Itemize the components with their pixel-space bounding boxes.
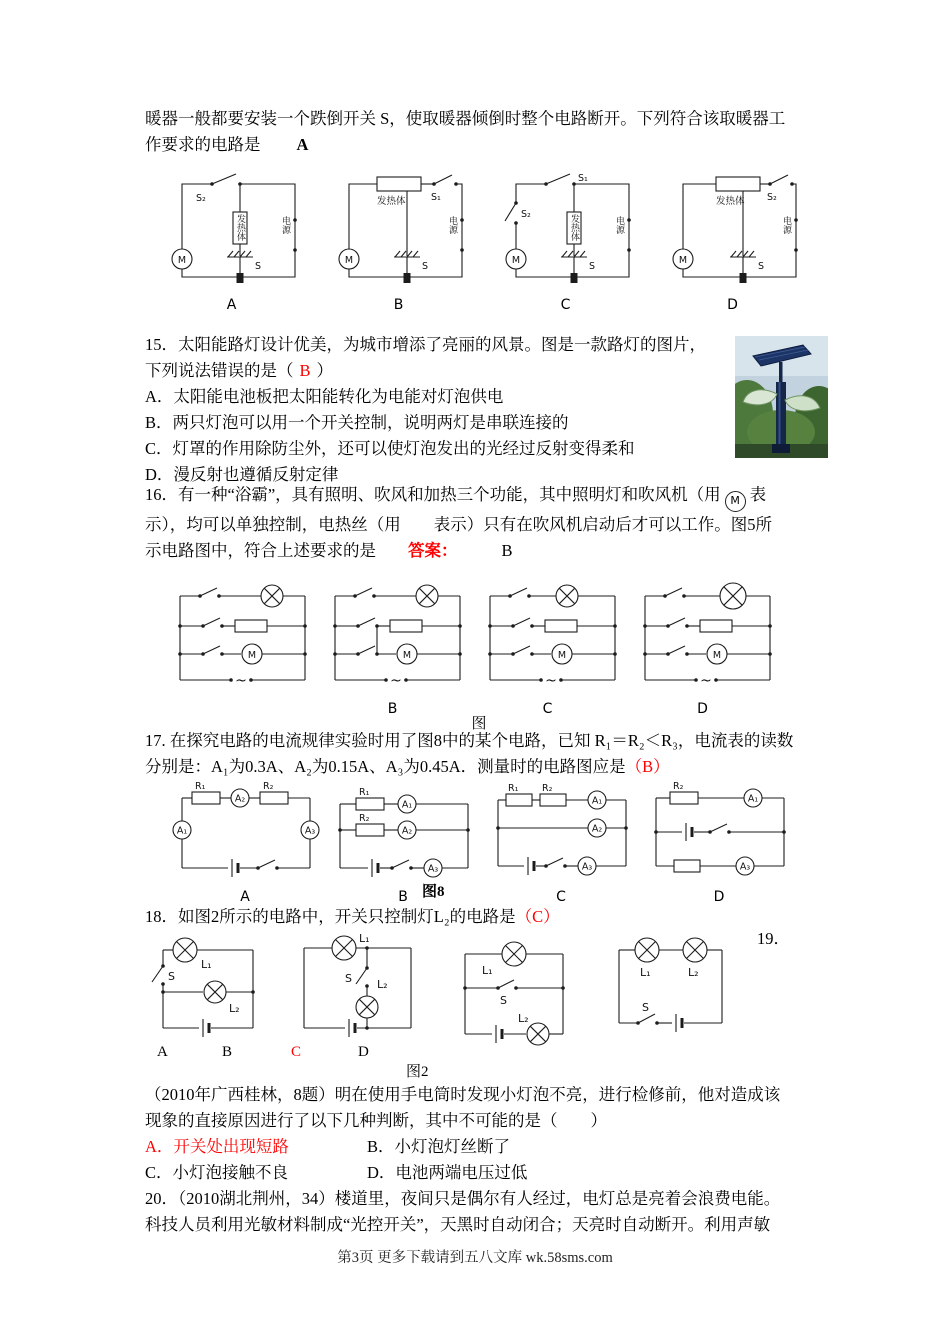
text-line: 作要求的电路是 bbox=[145, 135, 261, 154]
options-line-2 bbox=[145, 1160, 813, 1186]
text-line: 18．如图2所示的电路中，开关只控制灯L₂的电路是 bbox=[145, 907, 516, 926]
lamp-l1-label: L₁ bbox=[482, 964, 493, 977]
question-16-block bbox=[145, 482, 813, 564]
motor-label: M bbox=[511, 255, 521, 266]
resistor-r2-label: R₂ bbox=[359, 813, 370, 824]
answer-label: 答案： bbox=[408, 540, 458, 560]
heater-label: 发热体 bbox=[716, 196, 745, 207]
circuit-caption-d: D bbox=[713, 889, 725, 905]
resistor-r1-label: R₁ bbox=[195, 781, 206, 792]
tilt-switch-label: S bbox=[758, 261, 765, 272]
circuit-option-d bbox=[604, 928, 734, 1051]
ammeter-a1-label: A₁ bbox=[176, 825, 188, 837]
switch-s2-label: S₂ bbox=[196, 193, 206, 204]
circuit-caption-c: C bbox=[542, 701, 553, 717]
text-line: 暖器一般都要安装一个跌倒开关 S，使取暖器倾倒时整个电路断开。下列符合该取暖器工 bbox=[145, 109, 786, 128]
lamp-l2-label: L₂ bbox=[229, 1002, 240, 1015]
resistor-r2-label: R₂ bbox=[542, 783, 553, 794]
question-19-number: 19． bbox=[757, 929, 790, 948]
options-line-1 bbox=[145, 1134, 813, 1160]
motor-label: M bbox=[177, 255, 187, 266]
switch-s-label: S bbox=[168, 970, 175, 983]
ac-source-label: ~ bbox=[700, 673, 712, 689]
circuit-option-a bbox=[145, 928, 263, 1051]
circuit-caption-b: B bbox=[387, 701, 398, 717]
power-label: 电源 bbox=[614, 216, 624, 234]
resistor-r1-label: R₁ bbox=[508, 783, 519, 794]
switch-s1-label: S₁ bbox=[431, 192, 441, 203]
resistor-r2-label: R₂ bbox=[263, 781, 274, 792]
resistor-r1-label: R₁ bbox=[359, 787, 370, 798]
ammeter-a2-label: A₂ bbox=[401, 825, 413, 837]
circuit-caption-a: A bbox=[157, 1044, 168, 1060]
circuit-caption-d: D bbox=[358, 1044, 369, 1060]
lamp-circuit-captions bbox=[145, 1044, 813, 1064]
motor-symbol-icon: M bbox=[725, 491, 746, 512]
ac-source-label: ~ bbox=[235, 673, 247, 689]
text-line bbox=[145, 132, 813, 158]
circuit-d-figure bbox=[604, 928, 734, 1036]
text-line: 下列说法错误的是（ bbox=[145, 361, 294, 380]
ac-source-label: ~ bbox=[545, 673, 557, 689]
circuit-caption-c: C bbox=[560, 297, 571, 313]
circuit-option-d bbox=[644, 780, 794, 905]
tilt-switch-label: S bbox=[255, 261, 262, 272]
text-line: 科技人员利用光敏材料制成“光控开关”，天黑时自动闭合；天亮时自动断开。利用声敏 bbox=[145, 1215, 771, 1234]
circuit-caption-c: C bbox=[556, 889, 566, 905]
switch-s-label: S bbox=[642, 1001, 649, 1014]
text-line: （2010年广西桂林，8题）明在使用手电筒时发现小灯泡不亮，进行检修前，他对造成该 bbox=[145, 1085, 781, 1104]
option-b: B．两只灯泡可以用一个开关控制，说明两灯是串联连接的 bbox=[145, 413, 569, 432]
figure-2-caption: 图2 bbox=[406, 1064, 429, 1080]
option-d: D．电池两端电压过低 bbox=[367, 1163, 528, 1182]
question-20-block bbox=[145, 1186, 813, 1238]
circuit-caption-d: D bbox=[727, 297, 738, 313]
text-line bbox=[145, 754, 813, 780]
circuit-figure bbox=[630, 580, 775, 694]
text-line bbox=[145, 482, 813, 512]
answer-text: （B） bbox=[625, 757, 670, 776]
circuit-option-d bbox=[630, 580, 775, 717]
question-17-block bbox=[145, 728, 813, 780]
circuit-figure bbox=[165, 580, 310, 694]
circuit-c-figure bbox=[450, 928, 578, 1046]
switch-s2-label: S₂ bbox=[521, 209, 531, 220]
answer-text: B bbox=[299, 361, 311, 380]
circuit-figure bbox=[475, 580, 620, 694]
circuit-caption-c: C bbox=[291, 1044, 302, 1060]
question-19-block bbox=[145, 1082, 813, 1186]
motor-label: M bbox=[678, 255, 688, 266]
ammeter-a1-label: A₁ bbox=[591, 795, 603, 807]
circuit-option-d bbox=[661, 170, 804, 313]
ac-source-label: ~ bbox=[390, 673, 402, 689]
motor-label: M bbox=[344, 255, 354, 266]
ammeter-a3-label: A₃ bbox=[739, 861, 751, 873]
answer-text: （C） bbox=[515, 907, 560, 926]
lamp-l1-label: L₁ bbox=[201, 958, 212, 971]
circuit-row-lamps bbox=[145, 928, 734, 1051]
motor-label: M bbox=[712, 650, 722, 661]
circuit-row-bathroom bbox=[165, 580, 775, 717]
circuit-option-c bbox=[486, 780, 636, 905]
text-line bbox=[145, 538, 813, 564]
circuit-option-b bbox=[327, 170, 470, 313]
circuit-c-figure bbox=[486, 780, 636, 882]
ammeter-a3-label: A₃ bbox=[427, 863, 439, 875]
circuit-figure bbox=[320, 580, 465, 694]
option-c: C．灯罩的作用除防尘外，还可以使灯泡发出的光经过反射变得柔和 bbox=[145, 439, 635, 458]
text-line: 分别是：A₁为0.3A、A₂为0.15A、A₃为0.45A．测量时的电路图应是 bbox=[145, 757, 626, 776]
motor-label: M bbox=[402, 650, 412, 661]
ammeter-a3-label: A₃ bbox=[581, 861, 593, 873]
circuit-option-c bbox=[450, 928, 578, 1051]
text-line: 示电路图中，符合上述要求的是 bbox=[145, 540, 376, 560]
tilt-switch-label: S bbox=[589, 261, 596, 272]
lamp-l1-label: L₁ bbox=[359, 932, 370, 945]
circuit-caption-b: B bbox=[222, 1044, 233, 1060]
circuit-option-c bbox=[494, 170, 637, 313]
lamp-l2-label: L₂ bbox=[377, 978, 388, 991]
circuit-option-1 bbox=[165, 580, 310, 717]
heater-label: 发热体 bbox=[235, 214, 245, 241]
option-d: D．漫反射也遵循反射定律 bbox=[145, 465, 339, 484]
resistor-r2-label: R₂ bbox=[673, 781, 684, 792]
page-footer: 第3页 更多下载请到五八文库 wk.58sms.com bbox=[337, 1250, 613, 1266]
power-label: 电源 bbox=[781, 216, 791, 234]
question-15-block bbox=[145, 332, 813, 488]
ammeter-a1-label: A₁ bbox=[747, 793, 759, 805]
ammeter-a3-label: A₃ bbox=[304, 825, 316, 837]
heater-label: 发热体 bbox=[377, 196, 406, 207]
switch-s2-label: S₂ bbox=[767, 192, 777, 203]
power-label: 电源 bbox=[447, 216, 457, 234]
circuit-a-figure bbox=[145, 928, 263, 1040]
text-line: ） bbox=[316, 361, 334, 380]
solar-lamp-photo bbox=[735, 336, 828, 466]
option-a: A．开关处出现短路 bbox=[145, 1137, 289, 1156]
circuit-caption-a: A bbox=[226, 297, 237, 313]
question-14-block bbox=[145, 106, 813, 158]
circuit-a-figure bbox=[170, 780, 320, 882]
circuit-option-c bbox=[475, 580, 620, 717]
circuit-option-a bbox=[170, 780, 320, 905]
circuit-option-b bbox=[328, 780, 478, 905]
heater-label: 发热体 bbox=[569, 214, 579, 241]
option-a: A．太阳能电池板把太阳能转化为电能对灯泡供电 bbox=[145, 387, 504, 406]
circuit-caption-a: A bbox=[240, 889, 250, 905]
circuit-d-figure bbox=[644, 780, 794, 882]
text-line: 16．有一种“浴霸”，具有照明、吹风和加热三个功能，其中照明灯和吹风机（用 bbox=[145, 485, 721, 504]
text-line: 15．太阳能路灯设计优美，为城市增添了亮丽的风景。图是一款路灯的图片， bbox=[145, 335, 706, 354]
circuit-row-ammeters bbox=[170, 780, 794, 905]
circuit-b-figure bbox=[328, 780, 478, 882]
answer-text: A bbox=[296, 135, 309, 154]
text-line: 示），均可以单独控制，电热丝（用 表示）只有在吹风机启动后才可以工作。图5所 bbox=[145, 514, 772, 534]
text-line: 17. 在探究电路的电流规律实验时用了图8中的某个电路，已知 R₁＝R₂＜R₃，电流表的读数 bbox=[145, 731, 794, 750]
circuit-option-b bbox=[289, 928, 424, 1051]
lamp-l1-label: L₁ bbox=[640, 966, 651, 979]
solar-streetlight-image bbox=[735, 336, 828, 458]
text-line: 表 bbox=[749, 485, 767, 504]
motor-label: M bbox=[247, 650, 257, 661]
circuit-caption-b: B bbox=[393, 297, 404, 313]
circuit-option-a bbox=[160, 170, 303, 313]
power-label: 电源 bbox=[280, 216, 290, 234]
lamp-l2-label: L₂ bbox=[688, 966, 699, 979]
circuit-row-heater bbox=[160, 170, 804, 313]
answer-text: B bbox=[501, 540, 513, 560]
switch-s-label: S bbox=[345, 972, 352, 985]
circuit-caption-d: D bbox=[697, 701, 708, 717]
figure-5-caption: 图 bbox=[471, 716, 487, 732]
ammeter-a2-label: A₂ bbox=[234, 793, 246, 805]
text-line bbox=[145, 358, 813, 384]
option-b: B．小灯泡灯丝断了 bbox=[367, 1137, 511, 1156]
ammeter-a2-label: A₂ bbox=[591, 823, 603, 835]
text-line: 20．（2010湖北荆州，34）楼道里，夜间只是偶尔有人经过，电灯总是亮着会浪费电能。 bbox=[145, 1189, 781, 1208]
option-c: C．小灯泡接触不良 bbox=[145, 1163, 289, 1182]
lamp-l2-label: L₂ bbox=[518, 1012, 529, 1025]
switch-s-label: S bbox=[500, 994, 507, 1007]
circuit-option-b bbox=[320, 580, 465, 717]
tilt-switch-label: S bbox=[422, 261, 429, 272]
text-line: 现象的直接原因进行了以下几种判断，其中不可能的是（ ） bbox=[145, 1111, 607, 1130]
circuit-caption-b: B bbox=[398, 889, 408, 905]
figure-8-caption: 图8 bbox=[422, 884, 445, 900]
motor-label: M bbox=[557, 650, 567, 661]
switch-s1-label: S₁ bbox=[578, 173, 588, 184]
ammeter-a1-label: A₁ bbox=[401, 799, 413, 811]
circuit-b-figure bbox=[289, 928, 424, 1040]
